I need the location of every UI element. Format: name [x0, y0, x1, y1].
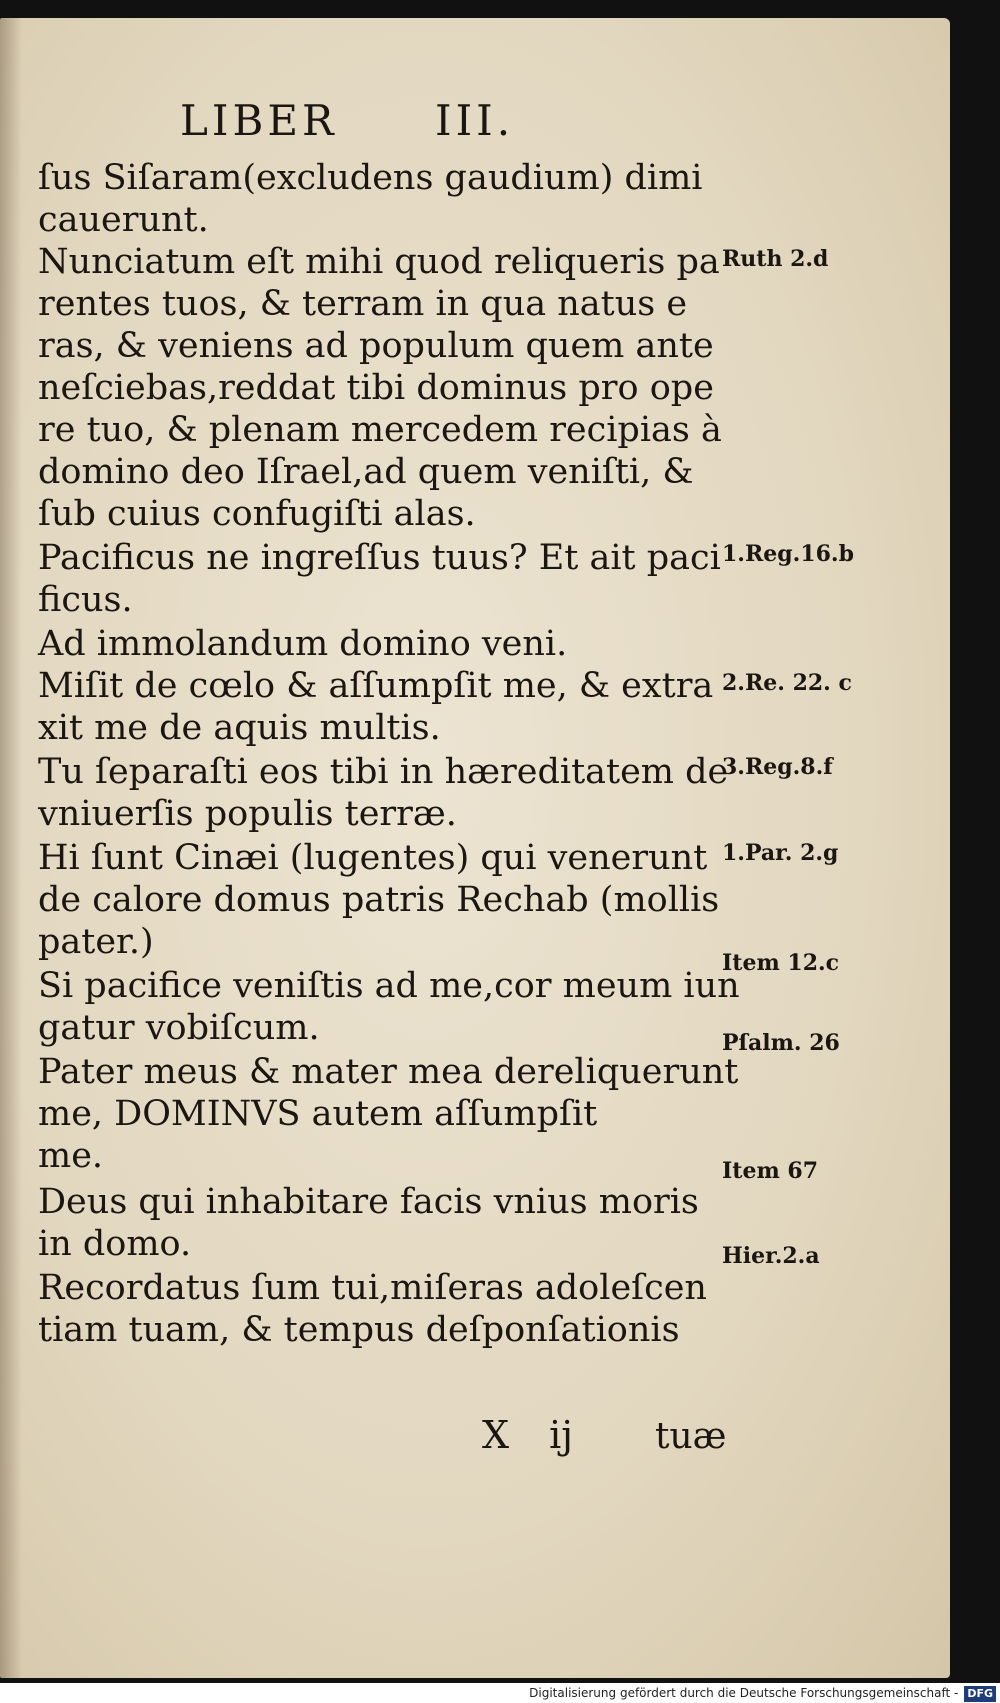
margin-reference: Hier.2.a	[722, 1243, 820, 1269]
running-header	[180, 96, 514, 145]
text-line: Miſit de cœlo & aſſumpſit me, & extra	[38, 666, 714, 706]
header-title: LIBER	[180, 96, 338, 145]
margin-reference: Item 12.c	[722, 950, 840, 976]
text-line: Recordatus ſum tui,miſeras adoleſcen	[38, 1268, 707, 1308]
margin-reference: 2.Re. 22. c	[722, 670, 852, 696]
spine-shadow	[0, 18, 22, 1678]
margin-reference: 3.Reg.8.f	[722, 754, 833, 780]
text-line: ſub cuius confugiſti alas.	[38, 494, 476, 534]
text-line: Nunciatum eſt mihi quod reliqueris pa	[38, 242, 720, 282]
text-line: Tu ſeparaſti eos tibi in hæreditatem de	[38, 752, 729, 792]
text-line: vniuerſis populis terræ.	[38, 794, 457, 834]
book-page	[0, 18, 950, 1678]
margin-reference: 1.Par. 2.g	[722, 840, 839, 866]
text-line: pater.)	[38, 922, 154, 962]
text-line: ficus.	[38, 580, 133, 620]
margin-reference: Ruth 2.d	[722, 246, 829, 272]
text-line: me, DOMINVS autem aſſumpſit	[38, 1094, 598, 1134]
text-line: domino deo Iſrael,ad quem veniſti, &	[38, 452, 694, 492]
header-book-number: III.	[435, 96, 515, 145]
catchword: tuæ	[655, 1416, 727, 1457]
text-line: Pacificus ne ingreſſus tuus? Et ait paci	[38, 538, 721, 578]
text-line: in domo.	[38, 1224, 192, 1264]
dfg-logo: DFG	[964, 1686, 996, 1702]
text-line: me.	[38, 1136, 104, 1176]
footer-credit: Digitalisierung gefördert durch die Deutsche Forschungsgemeinschaft -	[529, 1686, 959, 1700]
margin-reference: Item 67	[722, 1158, 819, 1184]
margin-reference: Pſalm. 26	[722, 1030, 840, 1056]
margin-reference: 1.Reg.16.b	[722, 541, 854, 567]
text-line: Pater meus & mater mea dereliquerunt	[38, 1052, 739, 1092]
text-line: ras, & veniens ad populum quem ante	[38, 326, 714, 366]
text-line: Deus qui inhabitare facis vnius moris	[38, 1182, 699, 1222]
text-line: Ad immolandum domino veni.	[38, 624, 568, 664]
text-line: gatur vobiſcum.	[38, 1008, 320, 1048]
signature-letter: X	[482, 1413, 510, 1457]
text-line: rentes tuos, & terram in qua natus e	[38, 284, 688, 324]
digitization-footer	[0, 1683, 1000, 1703]
text-line: xit me de aquis multis.	[38, 708, 441, 748]
text-line: re tuo, & plenam mercedem recipias à	[38, 410, 722, 450]
text-line: cauerunt.	[38, 200, 209, 240]
text-line: ſus Siſaram(excludens gaudium) dimi	[38, 158, 703, 198]
text-line: tiam tuam, & tempus deſponſationis	[38, 1310, 680, 1350]
text-line: Si pacifice veniſtis ad me,cor meum iun	[38, 966, 740, 1006]
signature-mark	[482, 1413, 573, 1457]
signature-number: ij	[549, 1413, 574, 1457]
text-line: neſciebas,reddat tibi dominus pro ope	[38, 368, 714, 408]
text-line: Hi ſunt Cinæi (lugentes) qui venerunt	[38, 838, 708, 878]
text-line: de calore domus patris Rechab (mollis	[38, 880, 720, 920]
